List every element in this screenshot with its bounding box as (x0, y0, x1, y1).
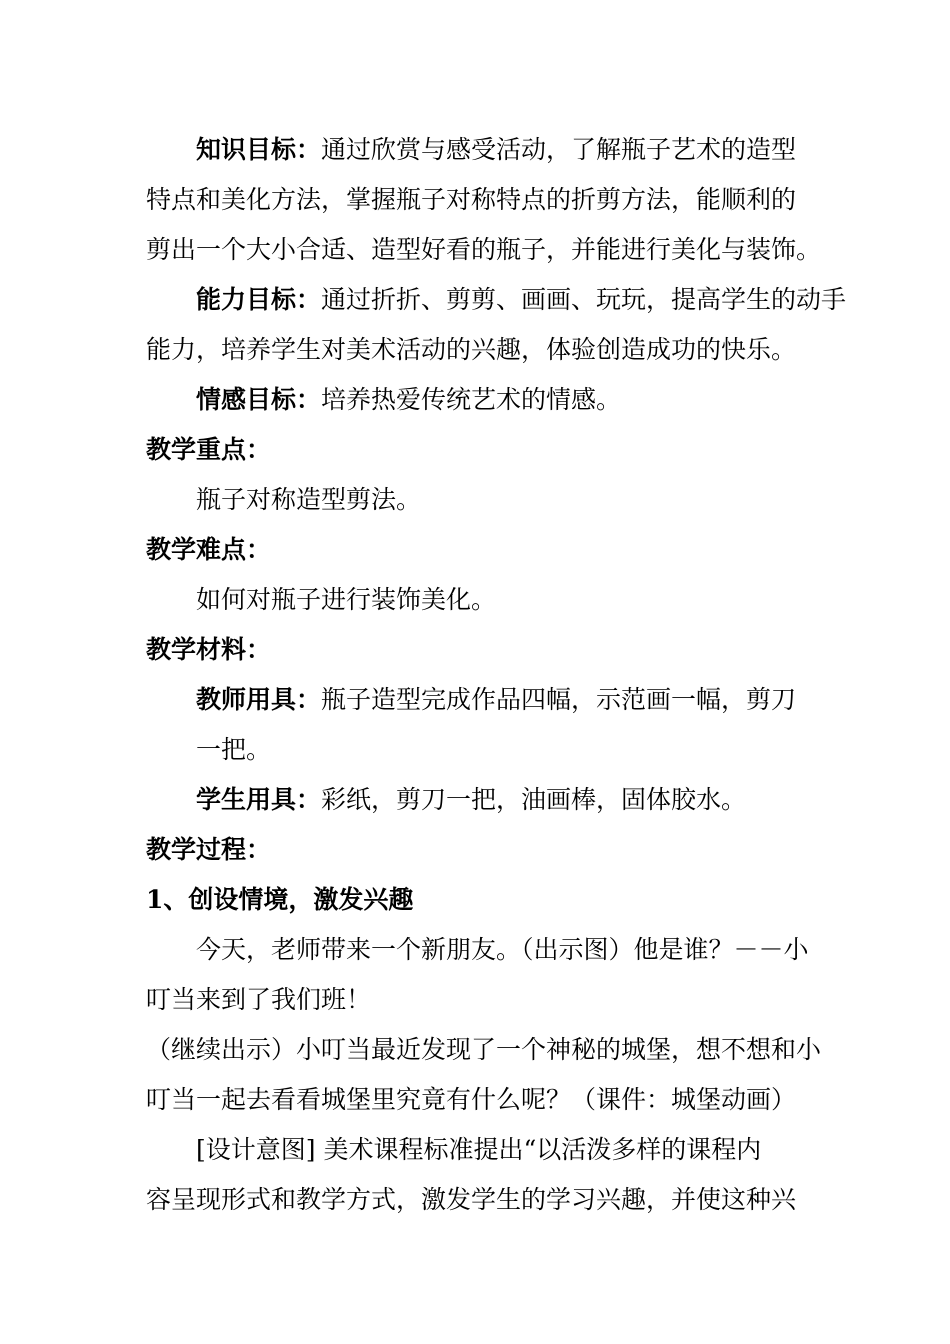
teacher-tools-text: 瓶子造型完成作品四幅，示范画一幅，剪刀 (321, 685, 797, 714)
student-tools-text: 彩纸，剪刀一把，油画棒，固体胶水。 (321, 785, 747, 814)
knowledge-objective-line-3: 剪出一个大小合适、造型好看的瓶子，并能进行美化与装饰。 (146, 235, 822, 264)
ability-objective-text: 通过折折、剪剪、画画、玩玩，提高学生的动手 (321, 285, 847, 314)
emotion-objective-label: 情感目标： (196, 385, 322, 414)
teacher-tools-label: 教师用具： (196, 685, 322, 714)
step-1-heading: 1、创设情境，激发兴趣 (146, 885, 414, 914)
step-1-paragraph-1-line-2: 叮当来到了我们班！ (146, 985, 372, 1014)
step-1-paragraph-1-line-1: 今天，老师带来一个新朋友。（出示图）他是谁？－－小 (196, 935, 809, 964)
design-intent-line-1: [设计意图] 美术课程标准提出“以活泼多样的课程内 (196, 1135, 762, 1164)
student-tools-line (0, 775, 950, 825)
process-heading: 教学过程： (146, 835, 272, 864)
knowledge-objective-text: 通过欣赏与感受活动，了解瓶子艺术的造型 (321, 135, 797, 164)
difficult-point-text: 如何对瓶子进行装饰美化。 (196, 585, 497, 614)
student-tools-label: 学生用具： (196, 785, 322, 814)
knowledge-objective-label: 知识目标： (196, 135, 322, 164)
difficult-point-heading: 教学难点： (146, 535, 272, 564)
design-intent-line-2: 容呈现形式和教学方式，激发学生的学习兴趣，并使这种兴 (146, 1185, 797, 1214)
key-point-text: 瓶子对称造型剪法。 (196, 485, 422, 514)
ability-objective-label: 能力目标： (196, 285, 322, 314)
step-1-paragraph-2-line-1: （继续出示）小叮当最近发现了一个神秘的城堡，想不想和小 (146, 1035, 822, 1064)
materials-heading: 教学材料： (146, 635, 272, 664)
knowledge-objective-line-2: 特点和美化方法，掌握瓶子对称特点的折剪方法，能顺利的 (146, 185, 797, 214)
key-point-heading: 教学重点： (146, 435, 272, 464)
ability-objective-line-2: 能力，培养学生对美术活动的兴趣，体验创造成功的快乐。 (146, 335, 797, 364)
teacher-tools-line-1 (0, 675, 950, 725)
teacher-tools-line-2: 一把。 (196, 735, 272, 764)
ability-objective-line-1 (0, 275, 950, 325)
emotion-objective-text: 培养热爱传统艺术的情感。 (321, 385, 622, 414)
knowledge-objective-line-1 (0, 125, 950, 175)
emotion-objective-line (0, 375, 950, 425)
step-1-paragraph-2-line-2: 叮当一起去看看城堡里究竟有什么呢？（课件：城堡动画） (146, 1085, 797, 1114)
